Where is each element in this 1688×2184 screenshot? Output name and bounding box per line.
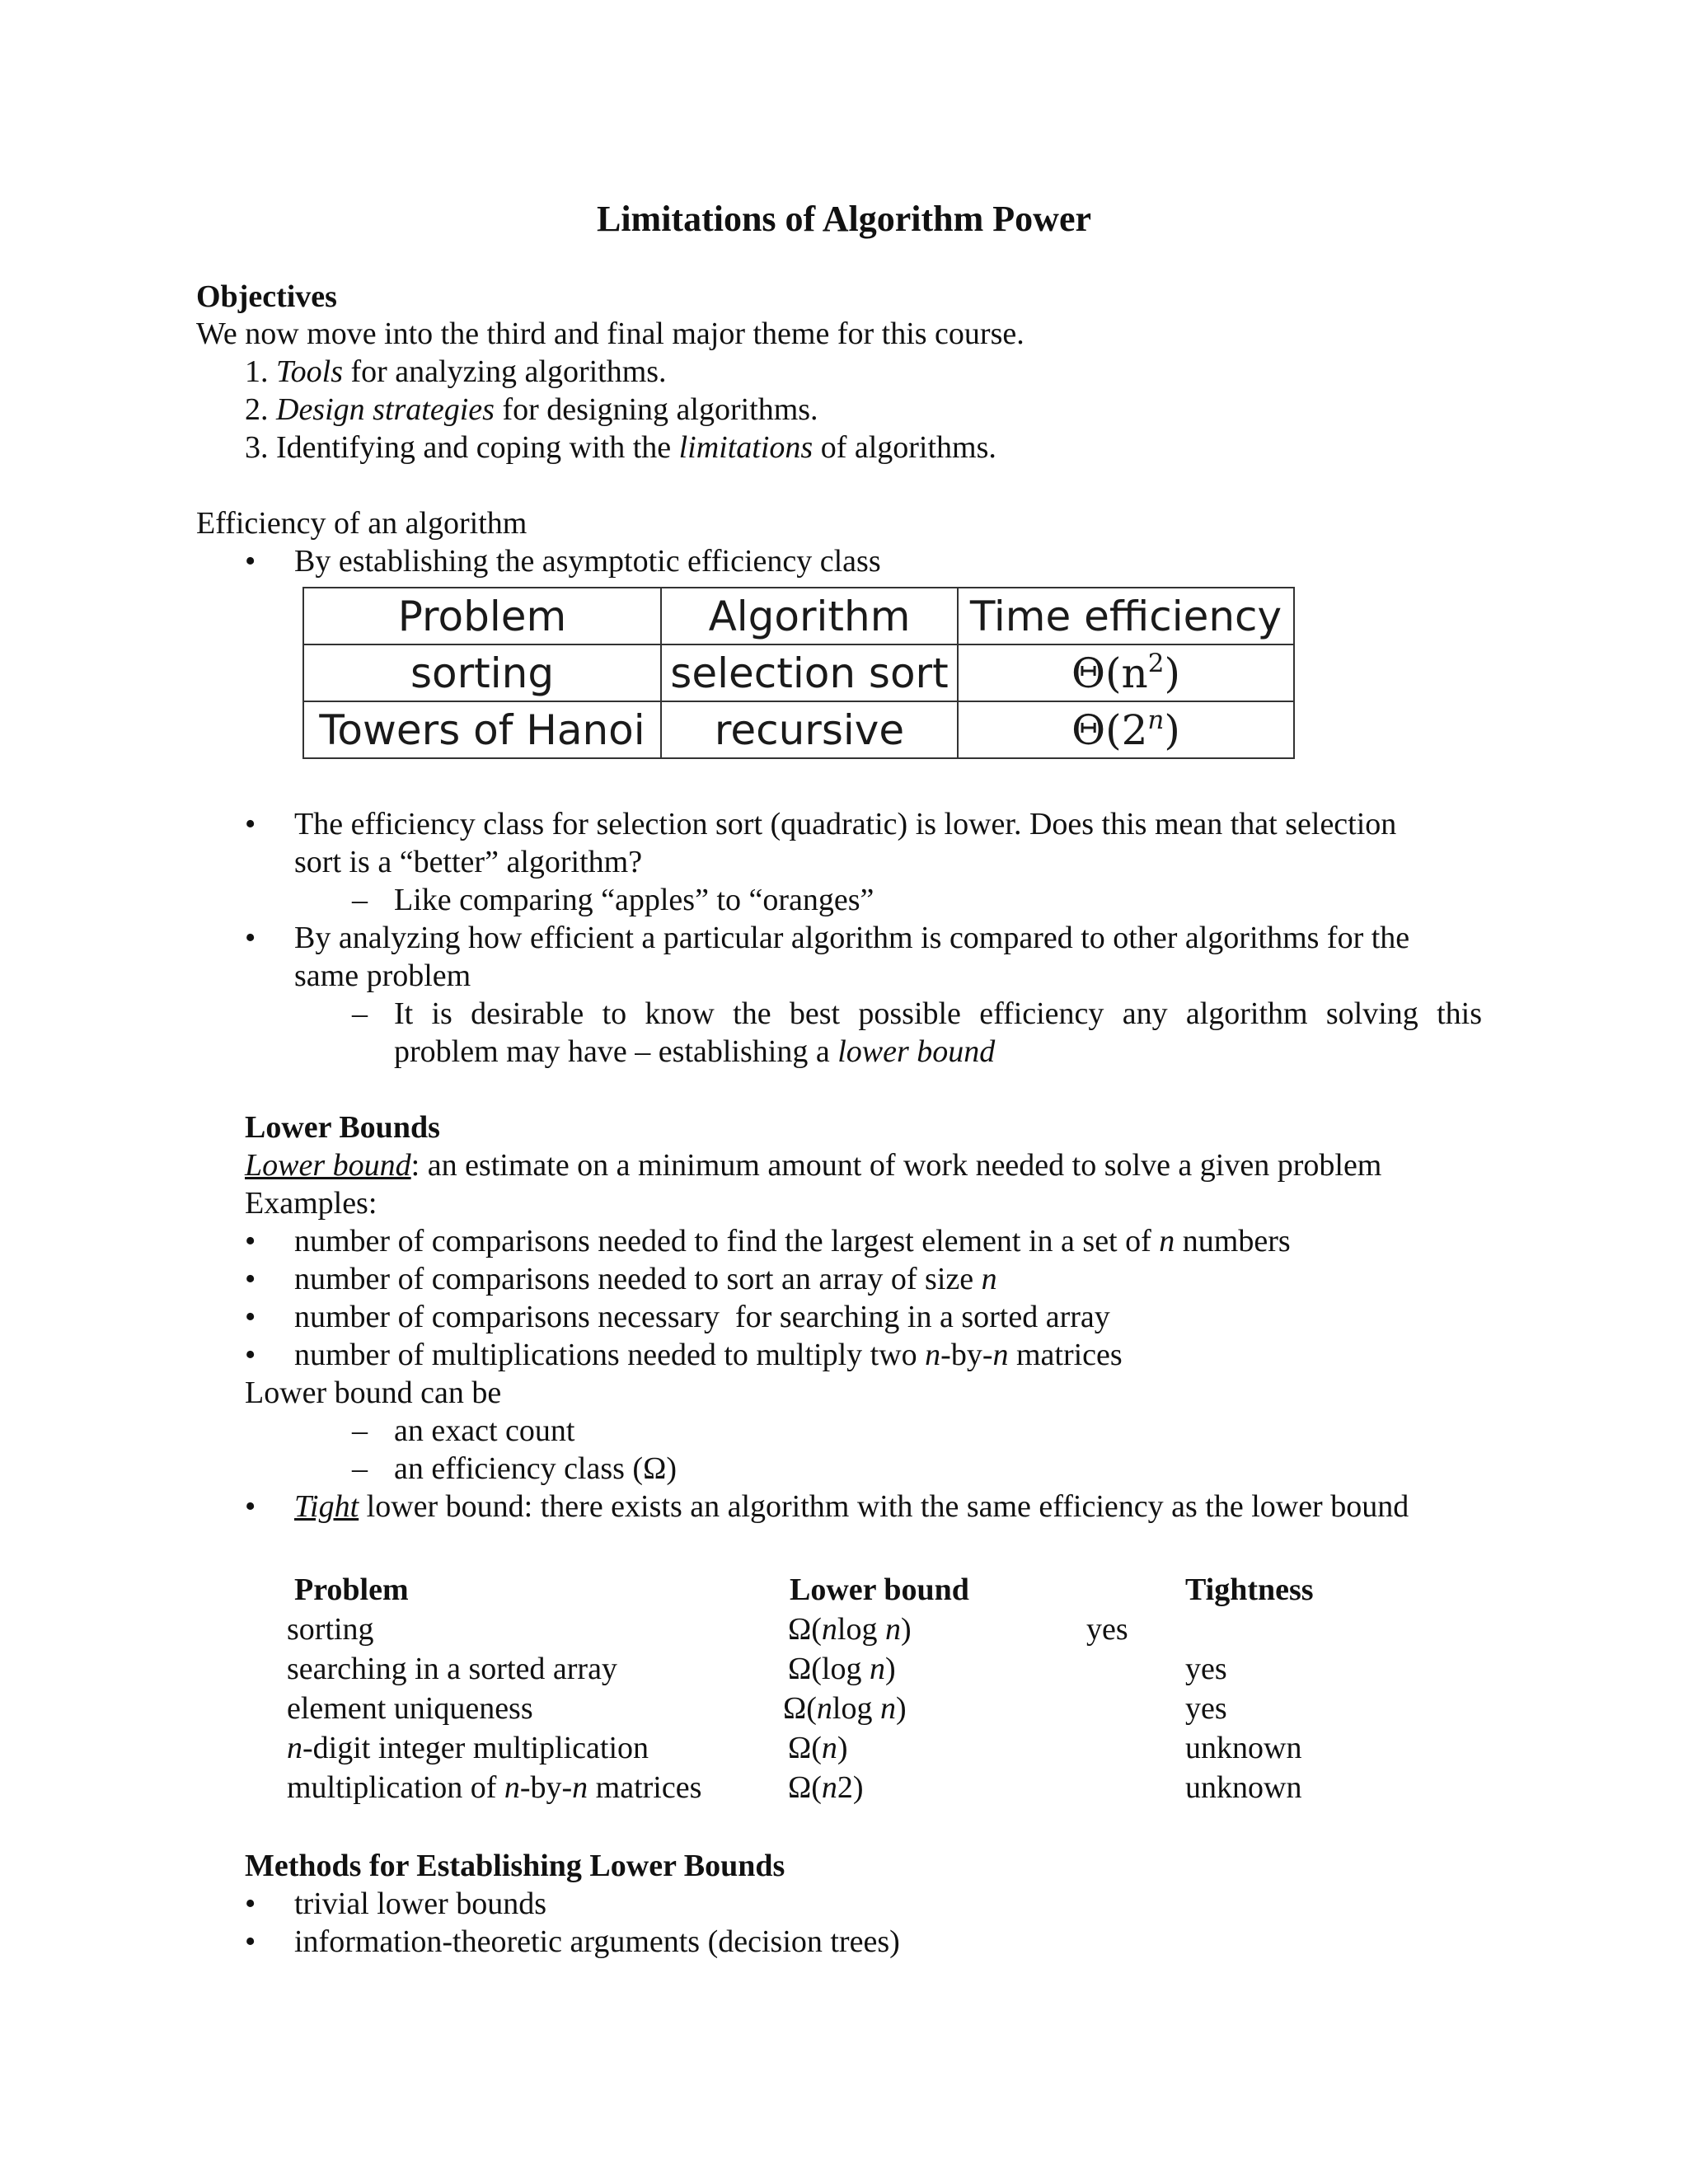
example-item: number of comparisons needed to sort an array of size n [294,1262,997,1296]
bullet-glyph: • [245,921,256,955]
bounds-problem: sorting [287,1612,374,1647]
example-item: number of multiplications needed to multiply two n-by-n matrices [294,1338,1123,1372]
objective-item-3: 3. Identifying and coping with the limitations of algorithms. [245,430,996,465]
efficiency-bullet-2-cont: sort is a “better” algorithm? [294,845,643,879]
objective-item-2: 2. Design strategies for designing algorithms. [245,392,818,427]
efficiency-dash-2: It is desirable to know the best possible efficiency any algorithm solving this [394,996,1482,1031]
efficiency-heading: Efficiency of an algorithm [196,506,528,541]
bullet-glyph: • [245,1224,256,1258]
table-header-cell: Time efficiency [958,588,1294,644]
tight-lower-bound: Tight lower bound: there exists an algorithm with the same efficiency as the lower bound [294,1489,1409,1524]
examples-label: Examples: [245,1186,377,1221]
bullet-glyph: • [245,1489,256,1524]
efficiency-bullet-2: The efficiency class for selection sort (quadratic) is lower. Does this mean that selection [294,807,1397,841]
lower-bounds-heading: Lower Bounds [245,1110,440,1145]
bullet-glyph: • [245,1886,256,1921]
methods-heading: Methods for Establishing Lower Bounds [245,1849,785,1883]
method-item: trivial lower bounds [294,1886,547,1921]
dash-glyph: – [352,996,368,1031]
table-cell: sorting [303,644,661,701]
bounds-value: Ω(nlog n) [783,1691,907,1726]
efficiency-table-header [303,588,1294,644]
bounds-value: Ω(n2) [788,1770,864,1805]
can-be-item: an exact count [394,1413,575,1448]
table-row [303,644,1294,701]
efficiency-bullet-1: By establishing the asymptotic efficiency class [294,544,881,579]
objectives-intro: We now move into the third and final major theme for this course. [196,316,1025,351]
table-cell: recursive [661,701,958,758]
bounds-value: Ω(n) [788,1731,848,1765]
bounds-tightness: yes [1185,1652,1227,1686]
bounds-tightness: yes [1185,1691,1227,1726]
lower-bound-definition: Lower bound: an estimate on a minimum amount of work needed to solve a given problem [245,1148,1382,1183]
bullet-glyph: • [245,1338,256,1372]
efficiency-bullet-3-cont: same problem [294,958,471,993]
dash-glyph: – [352,1413,368,1448]
table-header-cell: Problem [303,588,661,644]
bounds-problem: element uniqueness [287,1691,533,1726]
bounds-problem: n-digit integer multiplication [287,1731,649,1765]
objective-item-1: 1. Tools for analyzing algorithms. [245,354,667,389]
bounds-tightness: yes [1086,1612,1128,1647]
table-cell-efficiency: Θ(2$^n$) [958,701,1294,758]
dash-glyph: – [352,883,368,917]
bullet-glyph: • [245,1262,256,1296]
table-cell-efficiency: $\Theta(n^2)$ [958,644,1294,701]
bullet-glyph: • [245,1924,256,1959]
table-cell: Towers of Hanoi [303,701,661,758]
table-row [303,701,1294,758]
bounds-tightness: unknown [1185,1731,1302,1765]
table-header-cell: Algorithm [661,588,958,644]
bounds-problem: searching in a sorted array [287,1652,617,1686]
efficiency-dash-2-cont: problem may have – establishing a lower bound [394,1034,996,1069]
bullet-glyph: • [245,544,256,579]
bounds-tightness: unknown [1185,1770,1302,1805]
objectives-heading: Objectives [196,279,337,314]
efficiency-bullet-3: By analyzing how efficient a particular algorithm is compared to other algorithms for the [294,921,1410,955]
table-cell: selection sort [661,644,958,701]
dash-glyph: – [352,1451,368,1486]
bounds-value: Ω(nlog n) [788,1612,912,1647]
example-item: number of comparisons needed to find the largest element in a set of n numbers [294,1224,1291,1258]
bullet-glyph: • [245,807,256,841]
example-item: number of comparisons necessary for searching in a sorted array [294,1300,1110,1334]
bounds-header-problem: Problem [294,1572,409,1607]
lower-bound-can-be: Lower bound can be [245,1376,502,1410]
bullet-glyph: • [245,1300,256,1334]
bounds-header-lower-bound: Lower bound [790,1572,969,1607]
method-item: information-theoretic arguments (decision trees) [294,1924,900,1959]
page-title: Limitations of Algorithm Power [596,199,1092,239]
efficiency-table [302,587,1295,759]
bounds-problem: multiplication of n-by-n matrices [287,1770,702,1805]
efficiency-dash-1: Like comparing “apples” to “oranges” [394,883,874,917]
bounds-header-tightness: Tightness [1185,1572,1314,1607]
can-be-item: an efficiency class (Ω) [394,1451,677,1486]
bounds-value: Ω(log n) [788,1652,896,1686]
